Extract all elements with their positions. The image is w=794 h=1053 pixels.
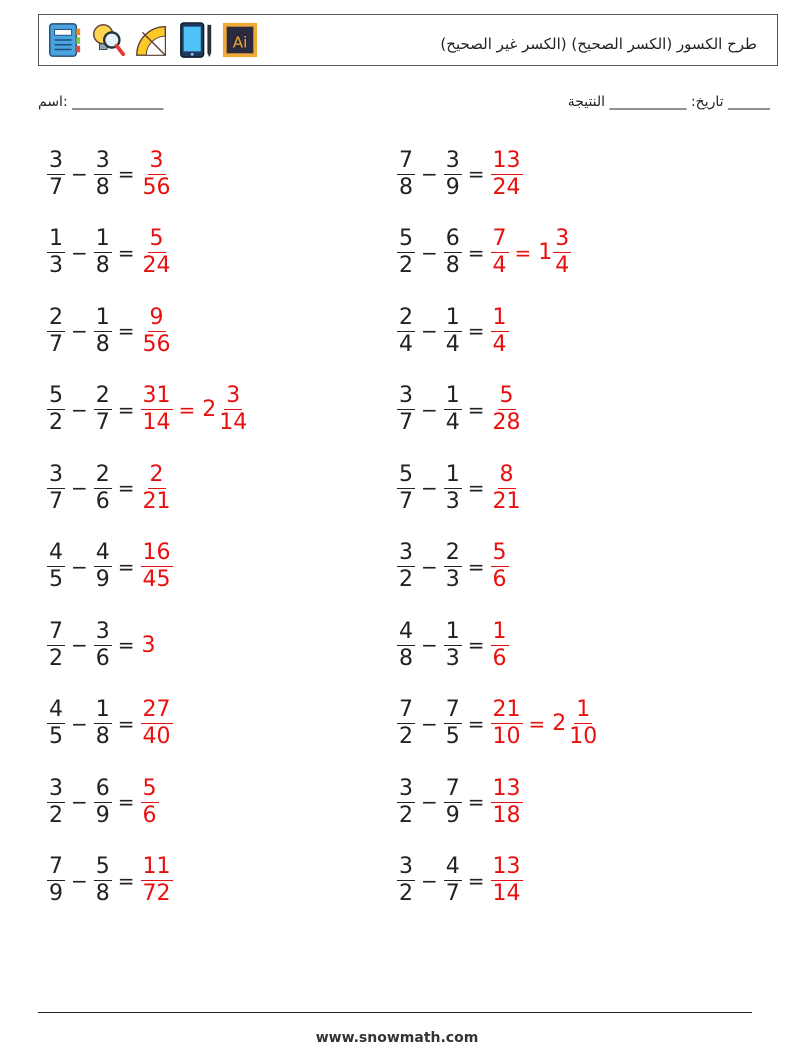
denominator: 6 xyxy=(142,802,157,828)
numerator: 3 xyxy=(445,147,460,173)
equals-sign: = xyxy=(467,397,485,422)
problem-item xyxy=(396,694,600,754)
denominator: 7 xyxy=(95,410,110,435)
subtrahend-fraction xyxy=(444,226,462,279)
numerator: 1 xyxy=(49,226,63,251)
numerator: 3 xyxy=(399,383,413,408)
numerator: 3 xyxy=(49,147,63,173)
minuend-fraction xyxy=(47,776,65,829)
numerator: 7 xyxy=(399,697,413,722)
numerator: 11 xyxy=(142,854,171,879)
minus-sign: − xyxy=(421,711,438,736)
minuend-fraction xyxy=(397,854,415,907)
numerator: 2 xyxy=(49,304,63,330)
minuend-fraction xyxy=(397,462,415,515)
numerator: 4 xyxy=(49,540,63,565)
equals-sign: = xyxy=(467,240,485,265)
answer-fraction xyxy=(491,697,523,750)
equals-sign: = xyxy=(117,633,135,657)
notebook-icon xyxy=(45,21,83,59)
denominator: 8 xyxy=(95,331,110,357)
minus-sign: − xyxy=(71,711,88,736)
answer-fraction xyxy=(141,776,159,829)
answer-fraction xyxy=(141,854,173,907)
denominator: 9 xyxy=(445,802,460,828)
equals-sign: = xyxy=(467,162,485,186)
footer-url: www.snowmath.com xyxy=(315,1030,479,1046)
problem-item xyxy=(46,380,250,440)
mixed-whole-part: 2 xyxy=(202,397,217,422)
numerator: 5 xyxy=(399,226,413,251)
denominator: 9 xyxy=(49,881,63,906)
minus-sign: − xyxy=(71,476,88,500)
minuend-fraction xyxy=(397,148,415,201)
mixed-fraction-part xyxy=(567,697,599,750)
denominator: 7 xyxy=(49,488,63,514)
minus-sign: − xyxy=(71,790,88,814)
numerator: 7 xyxy=(445,697,460,722)
numerator: 2 xyxy=(445,540,460,565)
answer-fraction xyxy=(141,305,173,358)
minus-sign: − xyxy=(71,319,88,343)
date-score-label: تاريخ: ___________ النتيجة ______ xyxy=(567,94,770,110)
numerator: 5 xyxy=(49,383,63,408)
answer-fraction xyxy=(141,226,173,279)
subtrahend-fraction xyxy=(94,697,112,750)
numerator: 3 xyxy=(399,775,413,801)
numerator: 1 xyxy=(445,618,460,644)
minuend-fraction xyxy=(397,697,415,750)
numerator: 4 xyxy=(95,540,110,565)
minuend-fraction xyxy=(397,226,415,279)
numerator: 2 xyxy=(95,383,110,408)
problem-item xyxy=(46,223,174,283)
denominator: 10 xyxy=(569,724,598,749)
denominator: 6 xyxy=(95,645,110,671)
minuend-fraction xyxy=(397,305,415,358)
problem-item xyxy=(396,458,524,518)
subtrahend-fraction xyxy=(94,540,112,593)
denominator: 8 xyxy=(399,645,413,671)
denominator: 2 xyxy=(49,645,63,671)
numerator: 2 xyxy=(95,461,110,487)
problem-item xyxy=(46,851,174,911)
numerator: 3 xyxy=(95,147,110,173)
answer-fraction xyxy=(141,540,173,593)
denominator: 2 xyxy=(399,567,413,592)
numerator: 1 xyxy=(445,383,460,408)
problem-item xyxy=(396,537,510,597)
svg-text:Ai: Ai xyxy=(232,33,248,52)
numerator: 3 xyxy=(555,226,570,251)
minuend-fraction xyxy=(47,854,65,907)
minuend-fraction xyxy=(47,697,65,750)
answer-fraction xyxy=(491,776,523,829)
numerator: 7 xyxy=(49,854,63,879)
denominator: 3 xyxy=(49,253,63,278)
numerator: 4 xyxy=(49,697,63,722)
numerator: 9 xyxy=(149,304,164,330)
problem-item xyxy=(396,301,510,361)
numerator: 3 xyxy=(399,854,413,879)
denominator: 3 xyxy=(445,645,460,671)
problem-item xyxy=(396,851,524,911)
minus-sign: − xyxy=(71,554,88,579)
subtrahend-fraction xyxy=(94,148,112,201)
denominator: 14 xyxy=(492,881,521,906)
minus-sign: − xyxy=(421,868,438,893)
equals-sign: = xyxy=(467,868,485,893)
numerator: 1 xyxy=(492,304,507,330)
numerator: 1 xyxy=(576,697,591,722)
tablet-pen-icon xyxy=(177,21,215,59)
denominator: 8 xyxy=(95,253,110,278)
numerator: 5 xyxy=(149,226,164,251)
minuend-fraction xyxy=(47,383,65,436)
denominator: 3 xyxy=(445,567,460,592)
numerator: 5 xyxy=(492,540,507,565)
denominator: 4 xyxy=(445,331,460,357)
numerator: 6 xyxy=(445,226,460,251)
denominator: 7 xyxy=(399,410,413,435)
answer-fraction xyxy=(141,383,173,436)
minuend-fraction xyxy=(47,305,65,358)
denominator: 7 xyxy=(399,488,413,514)
minus-sign: − xyxy=(71,633,88,657)
minus-sign: − xyxy=(71,162,88,186)
denominator: 2 xyxy=(399,802,413,828)
denominator: 4 xyxy=(492,331,507,357)
numerator: 7 xyxy=(49,618,63,644)
mixed-fraction-part xyxy=(553,226,571,279)
equals-sign: = xyxy=(117,319,135,343)
subtrahend-fraction xyxy=(444,383,462,436)
minus-sign: − xyxy=(71,397,88,422)
denominator: 9 xyxy=(95,567,110,592)
numerator: 3 xyxy=(149,147,164,173)
equals-sign: = xyxy=(467,476,485,500)
numerator: 1 xyxy=(95,304,110,330)
minuend-fraction xyxy=(47,540,65,593)
denominator: 2 xyxy=(399,724,413,749)
numerator: 31 xyxy=(142,383,171,408)
problem-item xyxy=(396,144,524,204)
denominator: 2 xyxy=(49,410,63,435)
numerator: 13 xyxy=(492,147,521,173)
problem-item xyxy=(46,694,174,754)
denominator: 5 xyxy=(49,724,63,749)
numerator: 5 xyxy=(142,775,157,801)
denominator: 56 xyxy=(142,331,171,357)
subtrahend-fraction xyxy=(444,305,462,358)
answer-fraction xyxy=(141,148,173,201)
denominator: 2 xyxy=(49,802,63,828)
denominator: 21 xyxy=(492,488,521,514)
answer-fraction xyxy=(491,540,509,593)
equals-sign: = xyxy=(117,790,135,814)
equals-sign: = xyxy=(467,319,485,343)
header-icons xyxy=(45,21,259,59)
denominator: 10 xyxy=(492,724,521,749)
mixed-fraction-part xyxy=(217,383,249,436)
equals-sign: = xyxy=(117,554,135,579)
equals-sign: = xyxy=(467,790,485,814)
denominator: 8 xyxy=(95,881,110,906)
equals-sign: = xyxy=(467,711,485,736)
minus-sign: − xyxy=(421,554,438,579)
subtrahend-fraction xyxy=(94,462,112,515)
numerator: 5 xyxy=(399,461,413,487)
denominator: 3 xyxy=(445,488,460,514)
denominator: 8 xyxy=(95,724,110,749)
minuend-fraction xyxy=(397,619,415,672)
answer-whole: 3 xyxy=(141,632,156,658)
equals-sign: = xyxy=(117,476,135,500)
denominator: 18 xyxy=(492,802,521,828)
problem-item xyxy=(46,772,160,832)
denominator: 24 xyxy=(492,174,521,200)
answer-fraction xyxy=(491,619,509,672)
numerator: 7 xyxy=(399,147,413,173)
numerator: 3 xyxy=(226,383,241,408)
problem-item xyxy=(46,537,174,597)
subtrahend-fraction xyxy=(444,697,462,750)
numerator: 1 xyxy=(445,461,460,487)
numerator: 3 xyxy=(49,775,63,801)
subtrahend-fraction xyxy=(444,148,462,201)
numerator: 1 xyxy=(492,618,507,644)
denominator: 56 xyxy=(142,174,171,200)
denominator: 45 xyxy=(142,567,171,592)
name-field-label: اسم: _____________ xyxy=(38,94,164,110)
equals-sign: = xyxy=(117,162,135,186)
subtrahend-fraction xyxy=(94,305,112,358)
denominator: 24 xyxy=(142,253,171,278)
numerator: 21 xyxy=(492,697,521,722)
denominator: 4 xyxy=(399,331,413,357)
denominator: 7 xyxy=(445,881,460,906)
numerator: 2 xyxy=(399,304,413,330)
protractor-icon xyxy=(133,21,171,59)
numerator: 7 xyxy=(445,775,460,801)
subtrahend-fraction xyxy=(444,776,462,829)
answer-fraction xyxy=(491,462,523,515)
answer-fraction xyxy=(491,383,523,436)
minuend-fraction xyxy=(47,462,65,515)
answer-fraction xyxy=(141,462,173,515)
minus-sign: − xyxy=(421,162,438,186)
subtrahend-fraction xyxy=(94,383,112,436)
denominator: 14 xyxy=(219,410,248,435)
footer-divider xyxy=(38,1012,752,1013)
denominator: 7 xyxy=(49,174,63,200)
subtrahend-fraction xyxy=(444,619,462,672)
lightbulb-magnifier-icon xyxy=(89,21,127,59)
minuend-fraction xyxy=(397,540,415,593)
numerator: 8 xyxy=(499,461,514,487)
answer-fraction xyxy=(491,305,509,358)
subtrahend-fraction xyxy=(94,619,112,672)
denominator: 9 xyxy=(445,174,460,200)
numerator: 4 xyxy=(399,618,413,644)
minuend-fraction xyxy=(397,776,415,829)
numerator: 5 xyxy=(95,854,110,879)
minuend-fraction xyxy=(47,619,65,672)
minus-sign: − xyxy=(421,790,438,814)
denominator: 40 xyxy=(142,724,171,749)
subtrahend-fraction xyxy=(444,540,462,593)
minus-sign: − xyxy=(421,633,438,657)
denominator: 14 xyxy=(142,410,171,435)
minus-sign: − xyxy=(421,397,438,422)
numerator: 2 xyxy=(149,461,164,487)
subtrahend-fraction xyxy=(94,226,112,279)
numerator: 1 xyxy=(95,697,110,722)
ai-badge-icon xyxy=(221,21,259,59)
answer-fraction xyxy=(491,854,523,907)
subtrahend-fraction xyxy=(444,462,462,515)
answer-fraction xyxy=(491,226,509,279)
subtrahend-fraction xyxy=(444,854,462,907)
problem-item xyxy=(46,458,174,518)
problem-item xyxy=(396,380,524,440)
denominator: 6 xyxy=(492,645,507,671)
numerator: 1 xyxy=(95,226,110,251)
denominator: 4 xyxy=(555,253,570,278)
mixed-whole-part: 2 xyxy=(552,711,567,736)
denominator: 8 xyxy=(95,174,110,200)
numerator: 16 xyxy=(142,540,171,565)
mixed-equals-sign: = xyxy=(178,397,196,422)
equals-sign: = xyxy=(117,711,135,736)
subtrahend-fraction xyxy=(94,776,112,829)
mixed-equals-sign: = xyxy=(514,240,532,265)
numerator: 3 xyxy=(399,540,413,565)
denominator: 72 xyxy=(142,881,171,906)
numerator: 5 xyxy=(499,383,514,408)
equals-sign: = xyxy=(117,868,135,893)
denominator: 2 xyxy=(399,253,413,278)
minus-sign: − xyxy=(421,476,438,500)
denominator: 7 xyxy=(49,331,63,357)
numerator: 6 xyxy=(95,775,110,801)
denominator: 5 xyxy=(445,724,460,749)
worksheet-title: طرح الكسور (الكسر الصحيح) (الكسر غير الصحيح) xyxy=(440,35,757,53)
problem-item xyxy=(46,615,156,675)
denominator: 5 xyxy=(49,567,63,592)
answer-fraction xyxy=(491,148,523,201)
equals-sign: = xyxy=(117,240,135,265)
denominator: 28 xyxy=(492,410,521,435)
numerator: 27 xyxy=(142,697,171,722)
numerator: 3 xyxy=(49,461,63,487)
minus-sign: − xyxy=(421,319,438,343)
numerator: 1 xyxy=(445,304,460,330)
minus-sign: − xyxy=(71,240,88,265)
denominator: 4 xyxy=(492,253,507,278)
numerator: 13 xyxy=(492,854,521,879)
problem-item xyxy=(396,223,572,283)
problem-item xyxy=(396,615,510,675)
mixed-equals-sign: = xyxy=(528,711,546,736)
denominator: 4 xyxy=(445,410,460,435)
denominator: 8 xyxy=(445,253,460,278)
numerator: 4 xyxy=(445,854,460,879)
problem-item xyxy=(46,301,174,361)
equals-sign: = xyxy=(467,554,485,579)
denominator: 6 xyxy=(492,567,507,592)
minuend-fraction xyxy=(47,226,65,279)
minus-sign: − xyxy=(71,868,88,893)
minuend-fraction xyxy=(47,148,65,201)
denominator: 9 xyxy=(95,802,110,828)
subtrahend-fraction xyxy=(94,854,112,907)
numerator: 7 xyxy=(492,226,507,251)
denominator: 6 xyxy=(95,488,110,514)
denominator: 21 xyxy=(142,488,171,514)
minuend-fraction xyxy=(397,383,415,436)
mixed-whole-part: 1 xyxy=(538,240,553,265)
numerator: 13 xyxy=(492,775,521,801)
numerator: 3 xyxy=(95,618,110,644)
denominator: 8 xyxy=(399,174,413,200)
worksheet-header xyxy=(38,14,778,66)
equals-sign: = xyxy=(467,633,485,657)
problem-item xyxy=(396,772,524,832)
answer-fraction xyxy=(141,697,173,750)
minus-sign: − xyxy=(421,240,438,265)
equals-sign: = xyxy=(117,397,135,422)
problem-item xyxy=(46,144,174,204)
denominator: 2 xyxy=(399,881,413,906)
